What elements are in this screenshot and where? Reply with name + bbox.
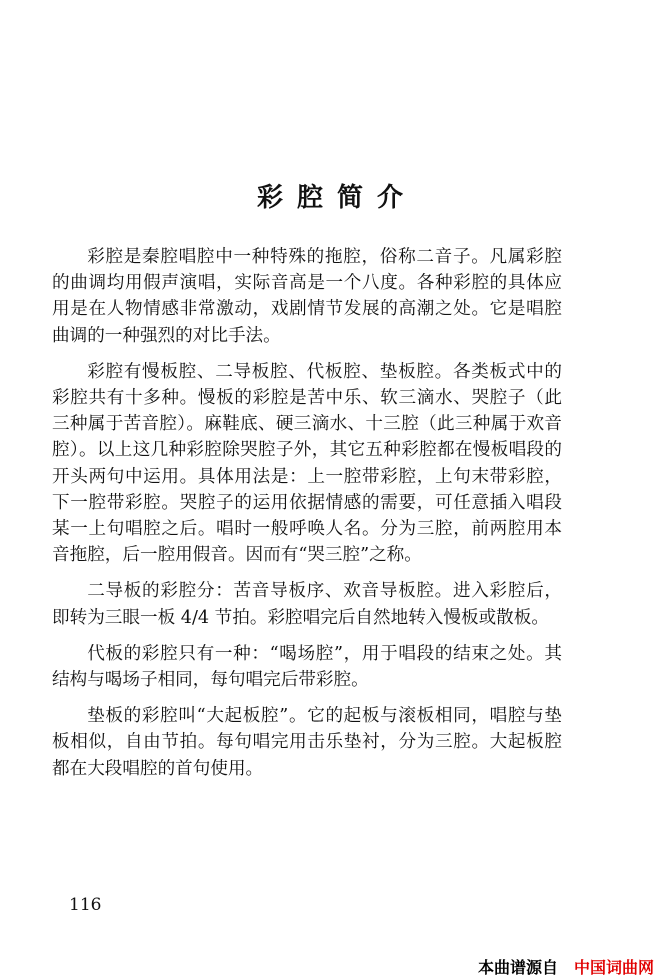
paragraph-2: 彩腔有慢板腔、二导板腔、代板腔、垫板腔。各类板式中的彩腔共有十多种。慢板的彩腔是苦中乐、软三滴水、哭腔子（此三种属于苦音腔）。麻鞋底、硬三滴水、十三腔（此三种属于欢音腔）。以上这几种彩腔除哭腔子外，其它五种彩腔都在慢板唱段的开头两句中运用。具体用法是：上一腔带彩腔，上句末带彩腔，下一腔带彩腔。哭腔子的运用依据情感的需要，可任意插入唱段某一上句唱腔之后。唱时一般呼唤人名。分为三腔，前两腔用本音拖腔，后一腔用假音。因而有“哭三腔”之称。 (52, 361, 562, 566)
paragraph-1: 彩腔是秦腔唱腔中一种特殊的拖腔，俗称二音子。凡属彩腔的曲调均用假声演唱，实际音高是一个八度。各种彩腔的具体应用是在人物情感非常激动，戏剧情节发展的高潮之处。它是唱腔曲调的一种强烈的对比手法。 (52, 247, 562, 346)
page-title: 彩腔简介 (256, 183, 417, 213)
paragraph-3: 二导板的彩腔分：苦音导板序、欢音导板腔。进入彩腔后，即转为三眼一板 4/4 节拍。彩腔唱完后自然地转入慢板或散板。 (52, 581, 562, 628)
paragraph-5: 垫板的彩腔叫“大起板腔”。它的起板与滚板相同，唱腔与垫板相似，自由节拍。每句唱完用击乐垫衬，分为三腔。大起板腔都在大段唱腔的首句使用。 (52, 706, 562, 779)
source-watermark (478, 955, 654, 978)
page-number: 116 (69, 895, 102, 915)
body-text (52, 244, 562, 782)
watermark-site-name: 中国词曲网 (573, 958, 654, 977)
paragraph-4: 代板的彩腔只有一种：“喝场腔”，用于唱段的结束之处。其结构与喝场子相同，每句唱完后带彩腔。 (52, 643, 562, 691)
watermark-source-label: 本曲谱源自 (477, 958, 558, 977)
